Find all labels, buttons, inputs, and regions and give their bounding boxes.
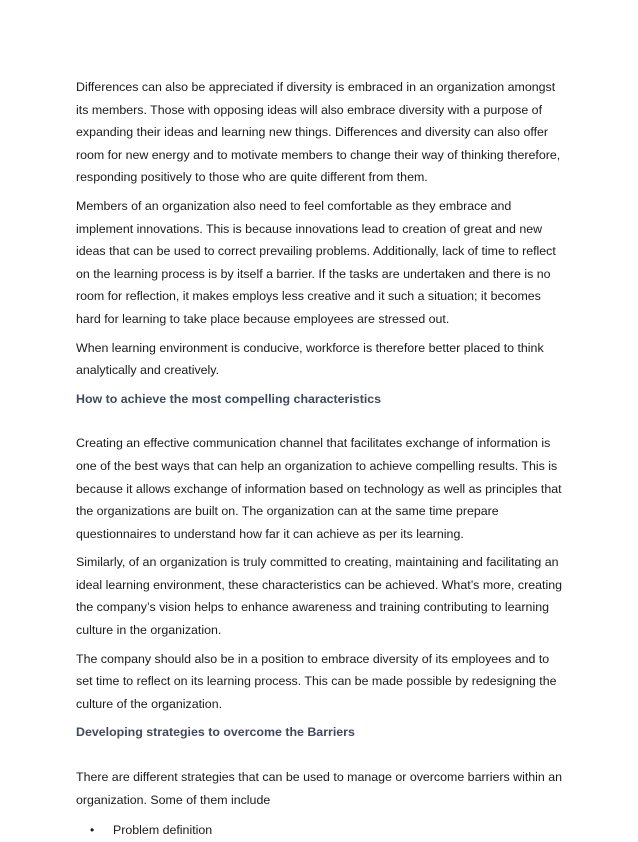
document-page <box>76 76 566 842</box>
strategy-list <box>76 819 566 842</box>
paragraph-learning-environment: When learning environment is conducive, workforce is therefore better placed to think analytically and creatively. <box>76 340 544 378</box>
section-heading-strategies: Developing strategies to overcome the Barriers <box>76 725 355 740</box>
paragraph-diversity: Differences can also be appreciated if diversity is embraced in an organization amongst its members. Those with opposing ideas will also embrace diversity with a purpose of expanding their ideas and learning new things. Differences and diversity can also offer room for new energy and to motivate members to change their way of thinking therefore, responding positively to those who are quite different from them. <box>76 80 561 185</box>
bullet-icon: • <box>90 823 95 838</box>
section-heading-characteristics: How to achieve the most compelling characteristics <box>76 391 382 406</box>
list-item <box>76 819 566 842</box>
paragraph-strategies-intro: There are different strategies that can be used to manage or overcome barriers within an organization. Some of them include <box>76 770 563 807</box>
paragraph-commitment: Similarly, of an organization is truly committed to creating, maintaining and facilitating an ideal learning environment, these characteristics can be achieved. What’s more, creating the company’s vision helps to enhance awareness and training contributing to learning culture in the organization. <box>76 555 563 638</box>
paragraph-communication: Creating an effective communication channel that facilitates exchange of information is one of the best ways that can help an organization to achieve compelling results. This is because it allows exchange of information based on technology as well as principles that the organizations are built on. The organization can at the same time prepare questionnaires to understand how far it can achieve as per its learning. <box>76 436 562 541</box>
paragraph-company-diversity: The company should also be in a position to embrace diversity of its employees and to set time to reflect on its learning process. This can be made possible by redesigning the culture of the organization. <box>76 651 557 711</box>
paragraph-innovation: Members of an organization also need to feel comfortable as they embrace and implement innovations. This is because innovations lead to creation of great and new ideas that can be used to correct prevailing problems. Additionally, lack of time to reflect on the learning process is by itself a barrier. If the tasks are undertaken and there is no room for reflection, it makes employs less creative and it such a situation; it becomes hard for learning to take place because employees are stressed out. <box>76 198 556 326</box>
list-item-text: Problem definition <box>113 823 213 838</box>
